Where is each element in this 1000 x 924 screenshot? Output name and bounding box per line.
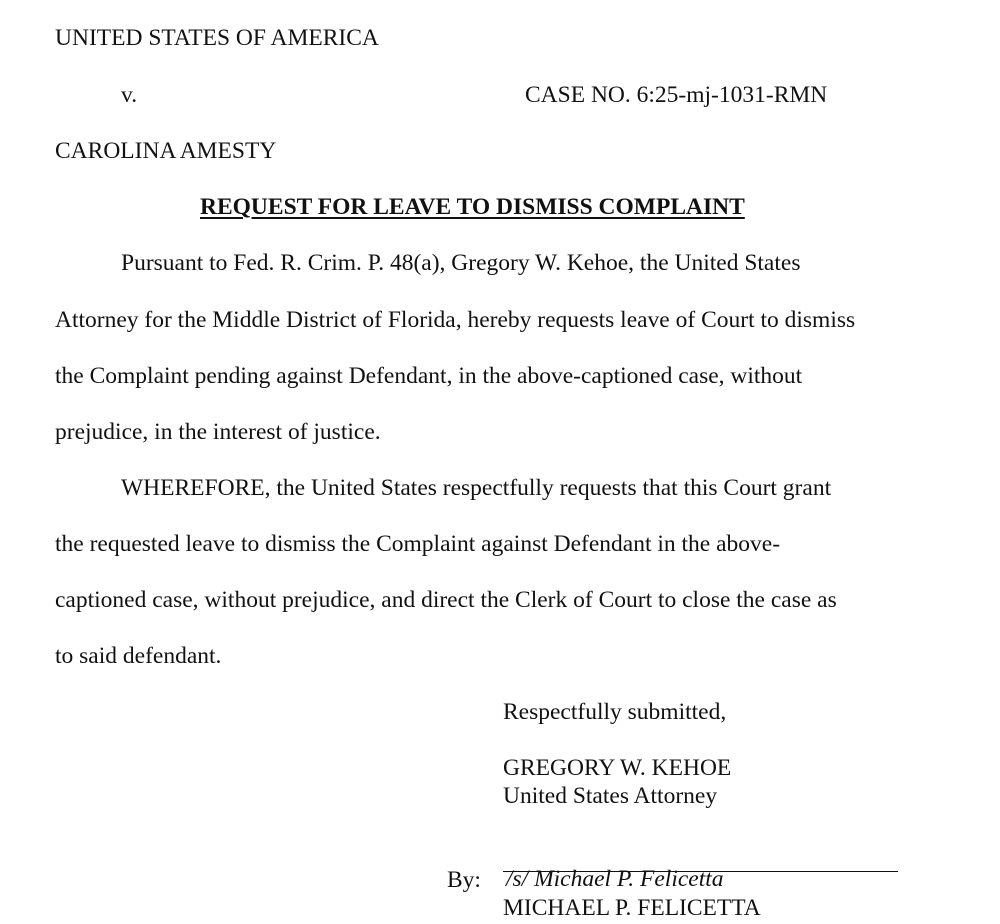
caption-defendant: CAROLINA AMESTY [55, 138, 277, 164]
paragraph-line: Attorney for the Middle District of Florida, hereby requests leave of Court to dismiss [55, 307, 856, 333]
electronic-signature: /s/ Michael P. Felicetta [506, 866, 724, 892]
paragraph-line: captioned case, without prejudice, and direct the Clerk of Court to close the case as [55, 587, 837, 613]
attorney-title: United States Attorney [503, 783, 718, 809]
paragraph-line: prejudice, in the interest of justice. [55, 419, 381, 445]
document-title: REQUEST FOR LEAVE TO DISMISS COMPLAINT [200, 194, 745, 220]
caption-plaintiff: UNITED STATES OF AMERICA [55, 25, 379, 51]
signature-underline [503, 871, 898, 872]
case-number: CASE NO. 6:25-mj-1031-RMN [525, 82, 828, 108]
paragraph-line: the Complaint pending against Defendant, in the above-captioned case, without [55, 363, 803, 389]
by-label: By: [447, 867, 481, 893]
signer-name: MICHAEL P. FELICETTA [503, 895, 761, 921]
paragraph-line: Pursuant to Fed. R. Crim. P. 48(a), Gregory W. Kehoe, the United States [121, 250, 801, 276]
caption-versus: v. [121, 82, 138, 108]
paragraph-line: to said defendant. [55, 643, 222, 669]
attorney-name: GREGORY W. KEHOE [503, 755, 732, 781]
paragraph-line: the requested leave to dismiss the Complaint against Defendant in the above- [55, 531, 781, 557]
paragraph-line: WHEREFORE, the United States respectfully requests that this Court grant [121, 475, 832, 501]
closing-text: Respectfully submitted, [503, 699, 727, 725]
